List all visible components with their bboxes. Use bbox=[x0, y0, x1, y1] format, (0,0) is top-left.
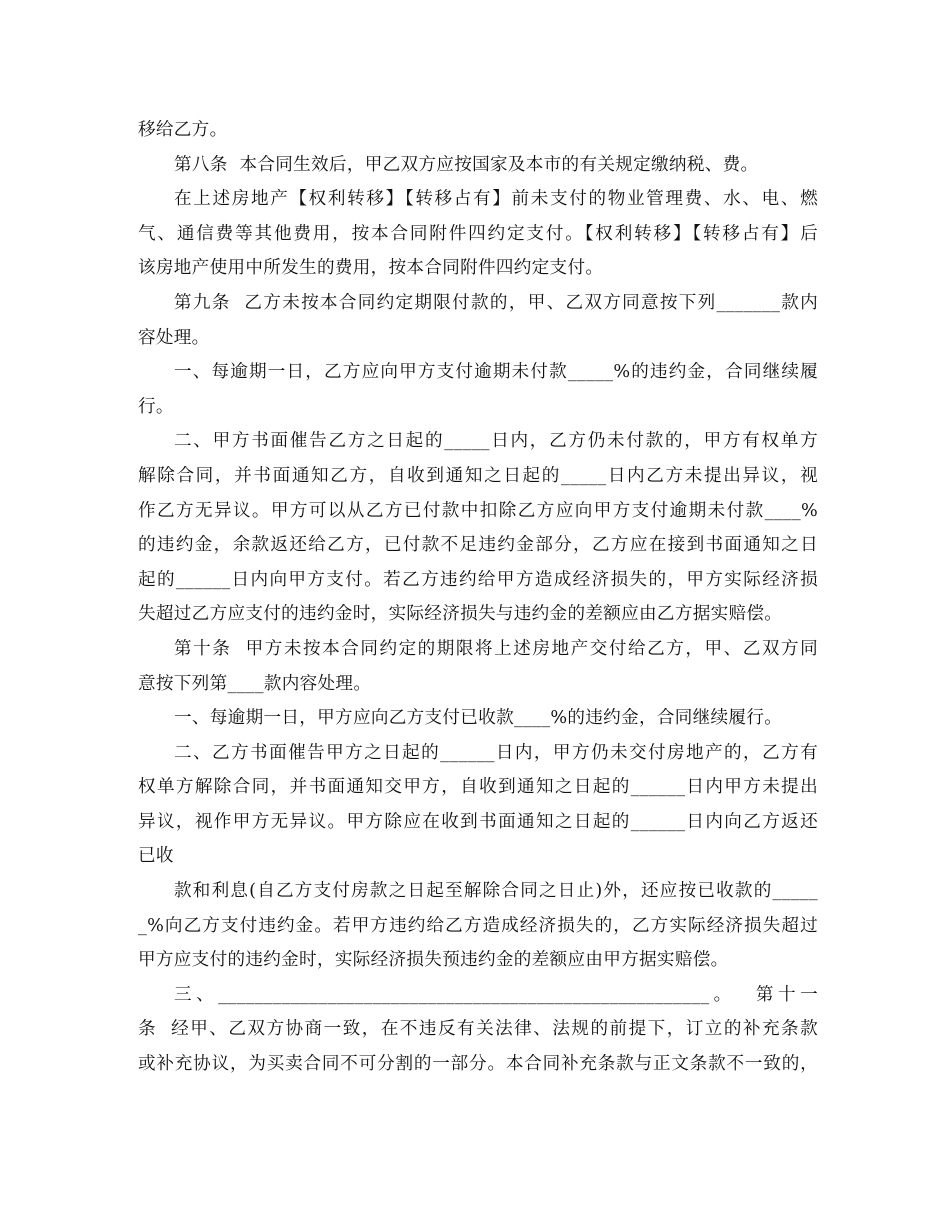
text-line-25: 甲方应支付的违约金时，实际经济损失预违约金的差额应由甲方据实赔偿。 bbox=[138, 950, 729, 971]
text-line-11: 解除合同，并书面通知乙方，自收到通知之日起的_____日内乙方未提出异议，视 bbox=[138, 465, 818, 486]
text-line-24: _%向乙方支付违约金。若甲方违约给乙方造成经济损失的，乙方实际经济损失超过 bbox=[138, 915, 818, 936]
text-line-26: 三、______________________________________________________。 第十一 bbox=[174, 984, 818, 1005]
text-line-17: 意按下列第____款内容处理。 bbox=[138, 673, 372, 694]
text-line-7: 容处理。 bbox=[138, 327, 210, 348]
contract-text-body bbox=[138, 113, 818, 1082]
text-line-27: 条 经甲、乙双方协商一致，在不违反有关法律、法规的前提下，订立的补充条款 bbox=[138, 1019, 818, 1040]
text-line-4: 气、通信费等其他费用，按本合同附件四约定支付。【权利转移】【转移占有】后 bbox=[138, 223, 818, 244]
text-line-23: 款和利息(自乙方支付房款之日起至解除合同之日止)外，还应按已收款的_____ bbox=[174, 881, 818, 902]
text-line-16: 第十条 甲方未按本合同约定的期限将上述房地产交付给乙方，甲、乙双方同 bbox=[174, 638, 818, 659]
text-line-1: 移给乙方。 bbox=[138, 120, 228, 140]
text-line-21: 异议，视作甲方无异议。甲方除应在收到书面通知之日起的______日内向乙方返还 bbox=[138, 811, 818, 832]
text-line-3: 在上述房地产【权利转移】【转移占有】前未支付的物业管理费、水、电、燃 bbox=[174, 189, 818, 210]
text-line-2: 第八条 本合同生效后，甲乙双方应按国家及本市的有关规定缴纳税、费。 bbox=[174, 154, 759, 175]
text-line-14: 起的______日内向甲方支付。若乙方违约给甲方造成经济损失的，甲方实际经济损 bbox=[138, 569, 818, 590]
text-line-9: 行。 bbox=[138, 396, 174, 417]
text-line-20: 权单方解除合同，并书面通知交甲方，自收到通知之日起的______日内甲方未提出 bbox=[138, 777, 818, 798]
text-line-6: 第九条 乙方未按本合同约定期限付款的，甲、乙双方同意按下列_______款内 bbox=[174, 292, 818, 313]
text-line-28: 或补充协议，为买卖合同不可分割的一部分。本合同补充条款与正文条款不一致的， bbox=[138, 1054, 818, 1075]
text-line-10: 二、甲方书面催告乙方之日起的_____日内，乙方仍未付款的，甲方有权单方 bbox=[174, 431, 818, 452]
text-line-8: 一、每逾期一日，乙方应向甲方支付逾期未付款_____%的违约金，合同继续履 bbox=[174, 362, 818, 383]
text-line-22: 已收 bbox=[138, 846, 174, 867]
text-line-5: 该房地产使用中所发生的费用，按本合同附件四约定支付。 bbox=[138, 258, 604, 279]
text-line-19: 二、乙方书面催告甲方之日起的______日内，甲方仍未交付房地产的，乙方有 bbox=[174, 742, 818, 763]
text-line-18: 一、每逾期一日，甲方应向乙方支付已收款____%的违约金，合同继续履行。 bbox=[174, 708, 783, 729]
text-line-12: 作乙方无异议。甲方可以从乙方已付款中扣除乙方应向甲方支付逾期未付款____% bbox=[138, 500, 818, 521]
text-line-15: 失超过乙方应支付的违约金时，实际经济损失与违约金的差额应由乙方据实赔偿。 bbox=[138, 604, 783, 625]
text-line-13: 的违约金，余款返还给乙方，已付款不足违约金部分，乙方应在接到书面通知之日 bbox=[138, 535, 818, 556]
